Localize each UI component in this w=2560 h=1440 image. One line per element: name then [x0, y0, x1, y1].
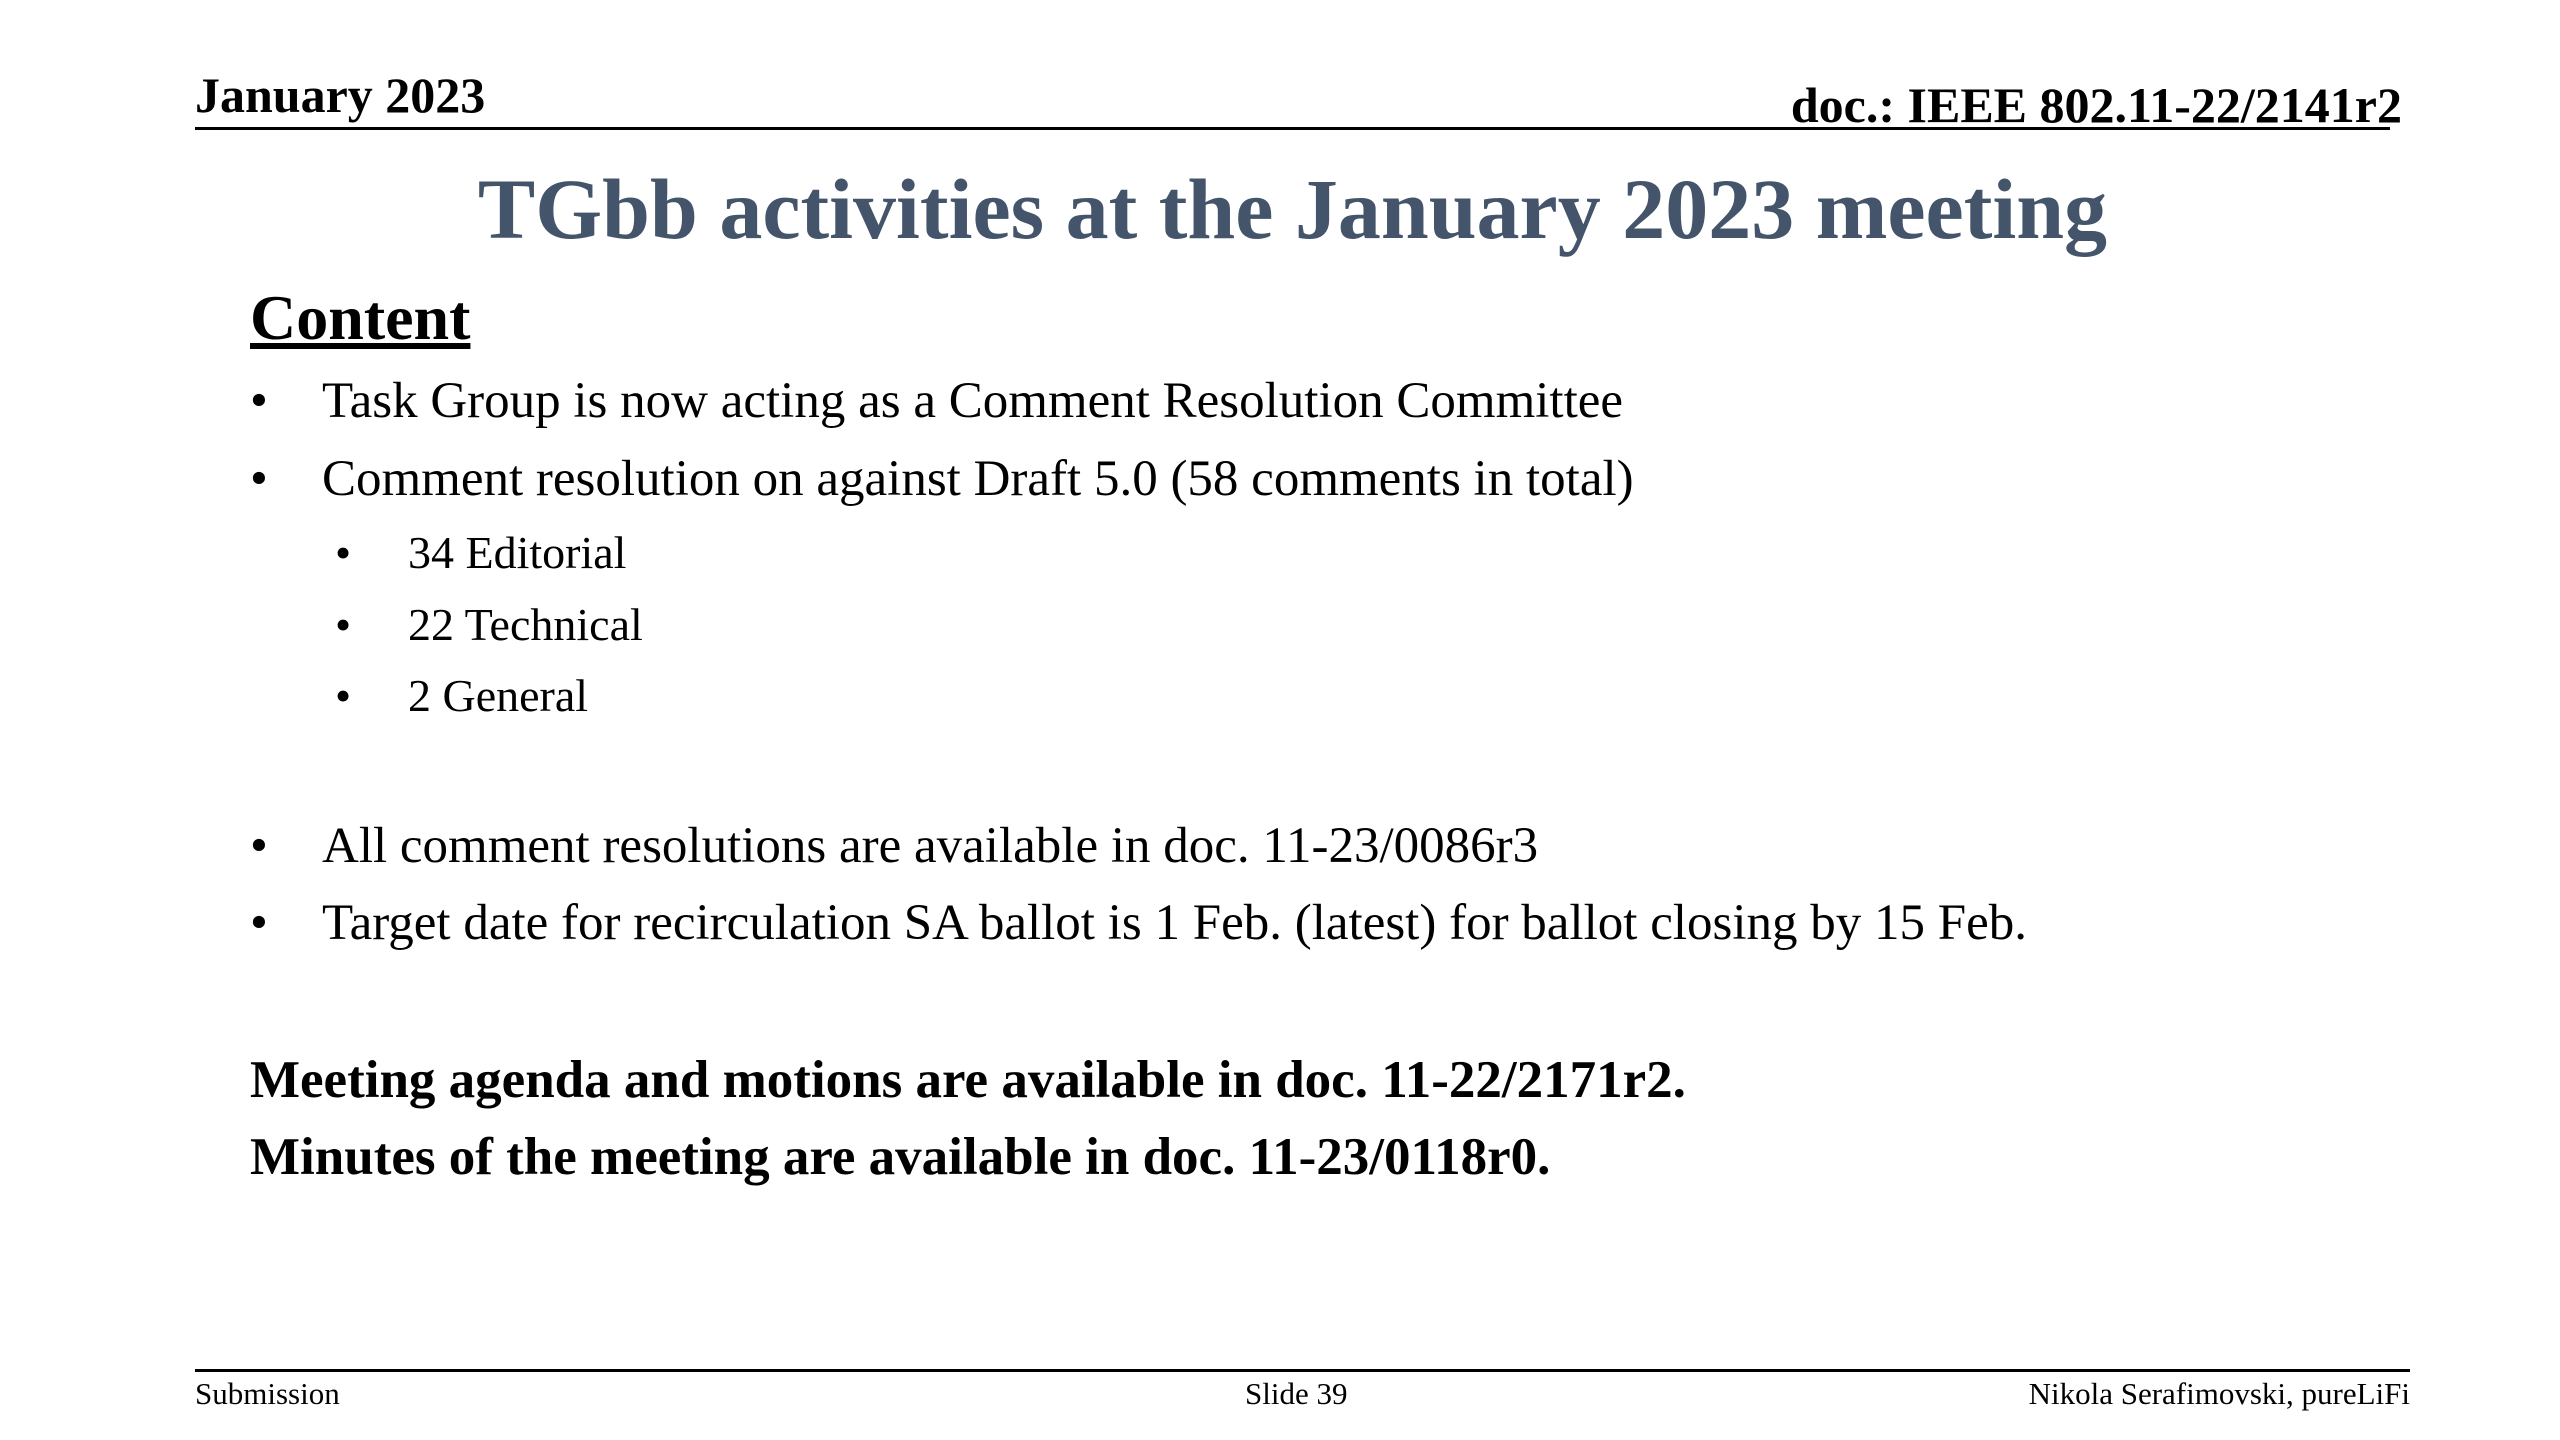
bullet-text: Target date for recirculation SA ballot is 1 Feb. (latest) for ballot closing by 15 Feb. — [322, 895, 2028, 951]
agenda-note: Meeting agenda and motions are available in doc. 11-22/2171r2. — [250, 1051, 1686, 1109]
bullet-text: Comment resolution on against Draft 5.0 (58 comments in total) — [322, 451, 1634, 507]
bullet-dot: • — [250, 373, 268, 429]
footer-author: Nikola Serafimovski, pureLiFi — [2028, 1376, 2410, 1411]
header-divider — [195, 127, 2390, 130]
sub-bullet-text: 22 Technical — [408, 599, 643, 650]
bullet-dot: • — [335, 599, 352, 650]
bullet-dot: • — [250, 818, 268, 874]
footer-slide-number: Slide 39 — [1245, 1376, 1348, 1411]
bullet-dot: • — [335, 670, 352, 721]
sub-bullet-text: 2 General — [408, 670, 589, 721]
slide-title: TGbb activities at the January 2023 meeting — [477, 161, 2108, 257]
header-doc-number: doc.: IEEE 802.11-22/2141r2 — [1790, 77, 2402, 133]
bullet-dot: • — [250, 895, 268, 951]
bullet-text: All comment resolutions are available in doc. 11-23/0086r3 — [322, 818, 1539, 874]
content-subheading: Content — [250, 282, 471, 353]
bullet-dot: • — [335, 527, 352, 578]
minutes-note: Minutes of the meeting are available in doc. 11-23/0118r0. — [250, 1128, 1551, 1186]
bullet-dot: • — [250, 451, 268, 507]
sub-bullet-text: 34 Editorial — [408, 527, 627, 578]
footer-submission: Submission — [195, 1376, 340, 1411]
bullet-text: Task Group is now acting as a Comment Resolution Committee — [322, 373, 1624, 429]
header-date: January 2023 — [195, 67, 486, 123]
footer-divider — [195, 1369, 2410, 1372]
